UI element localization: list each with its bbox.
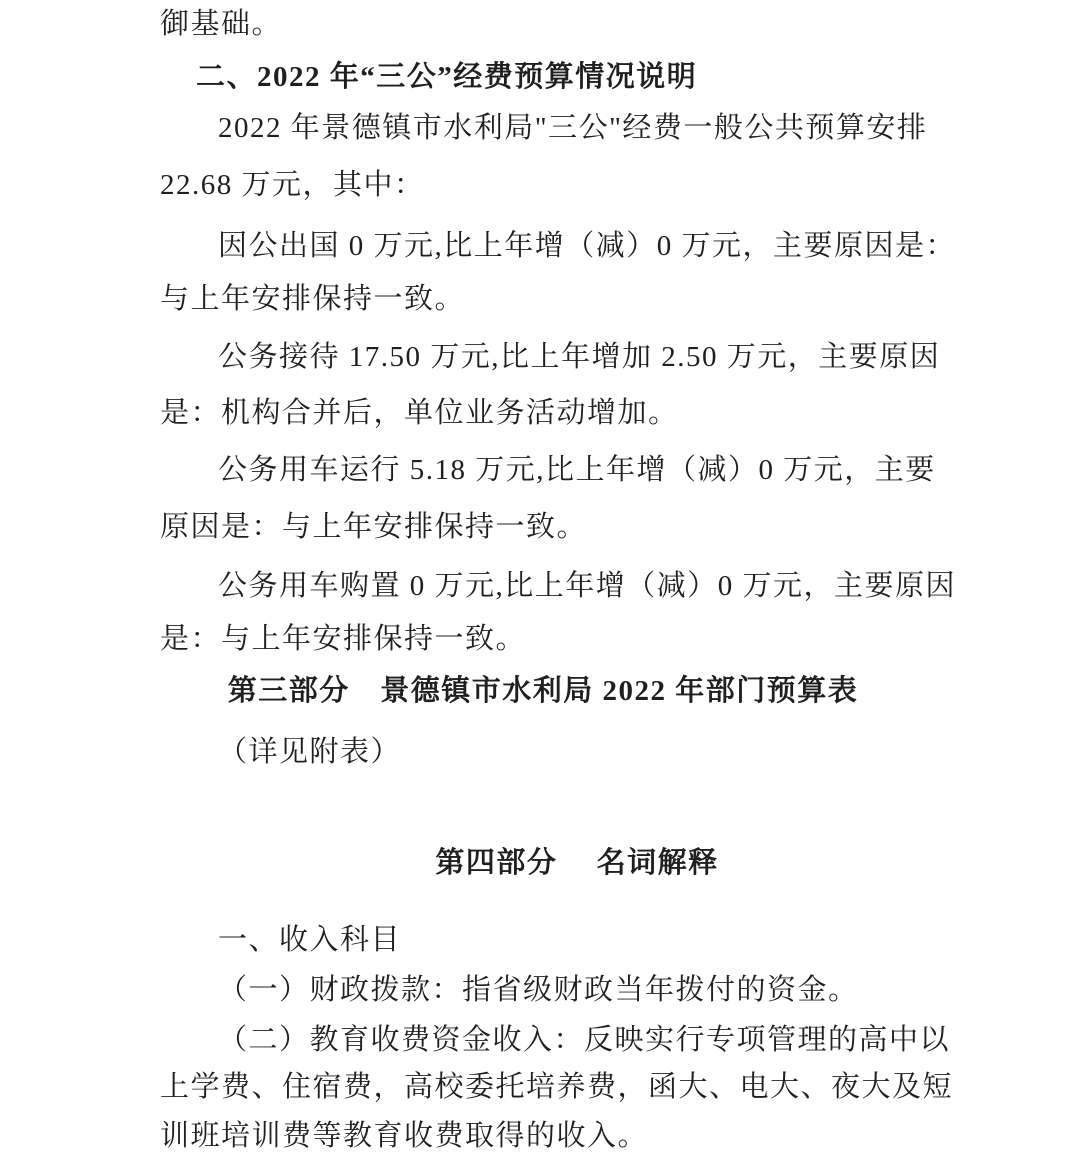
part-three-note: （详见附表） (218, 736, 402, 768)
definition-education-fee-line-3: 训班培训费等教育收费取得的收入。 (160, 1120, 649, 1152)
intro-paragraph-line-2: 22.68 万元，其中： (160, 169, 425, 201)
definition-fiscal-appropriation: （一）财政拨款：指省级财政当年拨付的资金。 (218, 974, 859, 1006)
item-abroad-line-2: 与上年安排保持一致。 (160, 283, 466, 315)
item-vehicle-purchase-line-1: 公务用车购置 0 万元,比上年增（减）0 万元，主要原因 (218, 570, 957, 602)
item-vehicle-operation-line-2: 原因是：与上年安排保持一致。 (160, 511, 588, 543)
income-section-title: 一、收入科目 (218, 924, 402, 956)
item-abroad-line-1: 因公出国 0 万元,比上年增（减）0 万元，主要原因是： (218, 230, 957, 262)
part-three-heading: 第三部分 景德镇市水利局 2022 年部门预算表 (227, 675, 859, 707)
item-reception-line-1: 公务接待 17.50 万元,比上年增加 2.50 万元，主要原因 (218, 341, 941, 373)
item-vehicle-purchase-line-2: 是：与上年安排保持一致。 (160, 623, 527, 655)
carryover-paragraph-line: 御基础。 (160, 8, 283, 40)
intro-paragraph-line-1: 2022 年景德镇市水利局"三公"经费一般公共预算安排 (218, 112, 928, 144)
item-reception-line-2: 是：机构合并后，单位业务活动增加。 (160, 397, 679, 429)
part-four-heading: 第四部分 名词解释 (435, 847, 719, 879)
section-heading-three-public-funds: 二、2022 年“三公”经费预算情况说明 (196, 61, 698, 93)
definition-education-fee-line-1: （二）教育收费资金收入：反映实行专项管理的高中以 (218, 1024, 951, 1056)
definition-education-fee-line-2: 上学费、住宿费，高校委托培养费，函大、电大、夜大及短 (160, 1071, 954, 1103)
item-vehicle-operation-line-1: 公务用车运行 5.18 万元,比上年增（减）0 万元，主要 (218, 454, 936, 486)
